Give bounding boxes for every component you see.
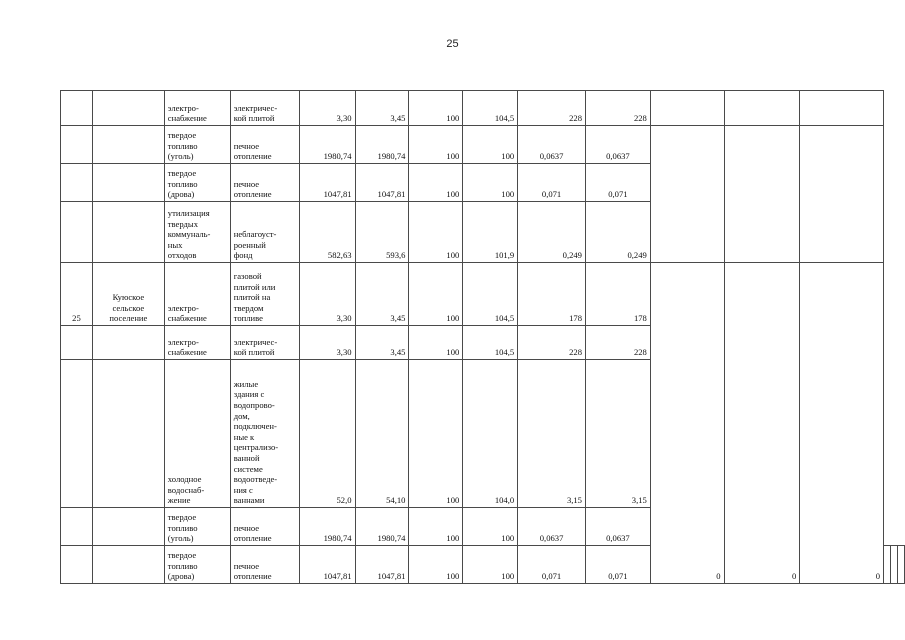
norm-cell: 228 — [518, 326, 586, 360]
value-cell: 52,0 — [299, 360, 355, 508]
percent-cell: 100 — [463, 164, 518, 202]
summary-cell — [800, 91, 884, 126]
percent-cell: 100 — [409, 164, 463, 202]
value-cell: 1980,74 — [355, 126, 409, 164]
value-cell: 593,6 — [355, 202, 409, 263]
norm-cell: 0,0637 — [518, 508, 586, 546]
value-cell: 3,45 — [355, 91, 409, 126]
settlement-name-cell: Куюское сельское поселение — [92, 263, 164, 326]
norm-cell: 178 — [518, 263, 586, 326]
value-cell: 1980,74 — [299, 508, 355, 546]
row-number-cell — [61, 360, 93, 508]
value-cell: 1047,81 — [299, 546, 355, 584]
settlement-cell — [92, 126, 164, 164]
percent-cell: 100 — [409, 91, 463, 126]
summary-cell — [898, 546, 905, 584]
row-number-cell — [61, 164, 93, 202]
row-number-cell — [61, 546, 93, 584]
value-cell: 3,30 — [299, 91, 355, 126]
norm-cell: 0,0637 — [518, 126, 586, 164]
percent-cell: 100 — [409, 126, 463, 164]
settlement-cell — [92, 546, 164, 584]
service-cell: электро- снабжение — [164, 263, 230, 326]
service-cell: твердое топливо (дрова) — [164, 164, 230, 202]
norm-cell: 0,0637 — [585, 508, 650, 546]
table-row — [61, 126, 905, 164]
summary-cell: 0 — [800, 263, 884, 584]
value-cell: 3,30 — [299, 263, 355, 326]
percent-cell: 100 — [409, 546, 463, 584]
row-number-cell — [61, 126, 93, 164]
service-cell: твердое топливо (уголь) — [164, 126, 230, 164]
settlement-cell — [92, 202, 164, 263]
summary-cell — [650, 126, 724, 263]
row-number-cell — [61, 326, 93, 360]
percent-cell: 100 — [409, 263, 463, 326]
norm-cell: 0,249 — [518, 202, 586, 263]
row-number-cell — [61, 91, 93, 126]
value-cell: 3,45 — [355, 263, 409, 326]
settlement-cell — [92, 164, 164, 202]
tariff-table — [60, 90, 905, 584]
row-number-cell — [61, 508, 93, 546]
summary-cell: 0 — [724, 263, 800, 584]
summary-cell — [800, 126, 884, 263]
summary-cell — [724, 91, 800, 126]
summary-cell — [891, 546, 898, 584]
value-cell: 3,30 — [299, 326, 355, 360]
norm-cell: 0,249 — [585, 202, 650, 263]
summary-cell — [650, 91, 724, 126]
service-cell: электро- снабжение — [164, 91, 230, 126]
percent-cell: 104,5 — [463, 91, 518, 126]
category-cell: электричес- кой плитой — [230, 91, 299, 126]
value-cell: 54,10 — [355, 360, 409, 508]
percent-cell: 100 — [409, 508, 463, 546]
service-cell: холодное водоснаб- жение — [164, 360, 230, 508]
service-cell: электро- снабжение — [164, 326, 230, 360]
norm-cell: 178 — [585, 263, 650, 326]
category-cell: жилые здания с водопрово- дом, подключен- ные к централизо- ванной системе водоотведе- ния с ваннами — [230, 360, 299, 508]
settlement-cell — [92, 326, 164, 360]
settlement-cell — [92, 508, 164, 546]
value-cell: 1980,74 — [355, 508, 409, 546]
percent-cell: 104,5 — [463, 326, 518, 360]
value-cell: 1047,81 — [299, 164, 355, 202]
summary-cell — [724, 126, 800, 263]
norm-cell: 0,071 — [518, 164, 586, 202]
row-number-cell — [61, 202, 93, 263]
service-cell: твердое топливо (уголь) — [164, 508, 230, 546]
value-cell: 3,45 — [355, 326, 409, 360]
norm-cell: 228 — [585, 326, 650, 360]
norm-cell: 0,0637 — [585, 126, 650, 164]
category-cell: печное отопление — [230, 126, 299, 164]
norm-cell: 228 — [585, 91, 650, 126]
summary-cell — [884, 546, 891, 584]
percent-cell: 101,9 — [463, 202, 518, 263]
settlement-cell — [92, 360, 164, 508]
percent-cell: 100 — [463, 508, 518, 546]
category-cell: неблагоуст- роенный фонд — [230, 202, 299, 263]
value-cell: 582,63 — [299, 202, 355, 263]
service-cell: утилизация твердых коммуналь- ных отходов — [164, 202, 230, 263]
norm-cell: 3,15 — [585, 360, 650, 508]
percent-cell: 100 — [409, 202, 463, 263]
value-cell: 1980,74 — [299, 126, 355, 164]
settlement-cell — [92, 91, 164, 126]
norm-cell: 0,071 — [585, 546, 650, 584]
category-cell: газовой плитой или плитой на твердом топливе — [230, 263, 299, 326]
percent-cell: 100 — [463, 126, 518, 164]
norm-cell: 3,15 — [518, 360, 586, 508]
percent-cell: 100 — [463, 546, 518, 584]
percent-cell: 104,5 — [463, 263, 518, 326]
category-cell: печное отопление — [230, 508, 299, 546]
percent-cell: 100 — [409, 326, 463, 360]
service-cell: твердое топливо (дрова) — [164, 546, 230, 584]
norm-cell: 0,071 — [518, 546, 586, 584]
table-row — [61, 263, 905, 326]
percent-cell: 100 — [409, 360, 463, 508]
summary-cell: 0 — [650, 263, 724, 584]
value-cell: 1047,81 — [355, 164, 409, 202]
category-cell: печное отопление — [230, 546, 299, 584]
table-row — [61, 91, 905, 126]
percent-cell: 104,0 — [463, 360, 518, 508]
norm-cell: 0,071 — [585, 164, 650, 202]
value-cell: 1047,81 — [355, 546, 409, 584]
category-cell: печное отопление — [230, 164, 299, 202]
page-number: 25 — [446, 38, 459, 50]
norm-cell: 228 — [518, 91, 586, 126]
row-number-cell: 25 — [61, 263, 93, 326]
category-cell: электричес- кой плитой — [230, 326, 299, 360]
